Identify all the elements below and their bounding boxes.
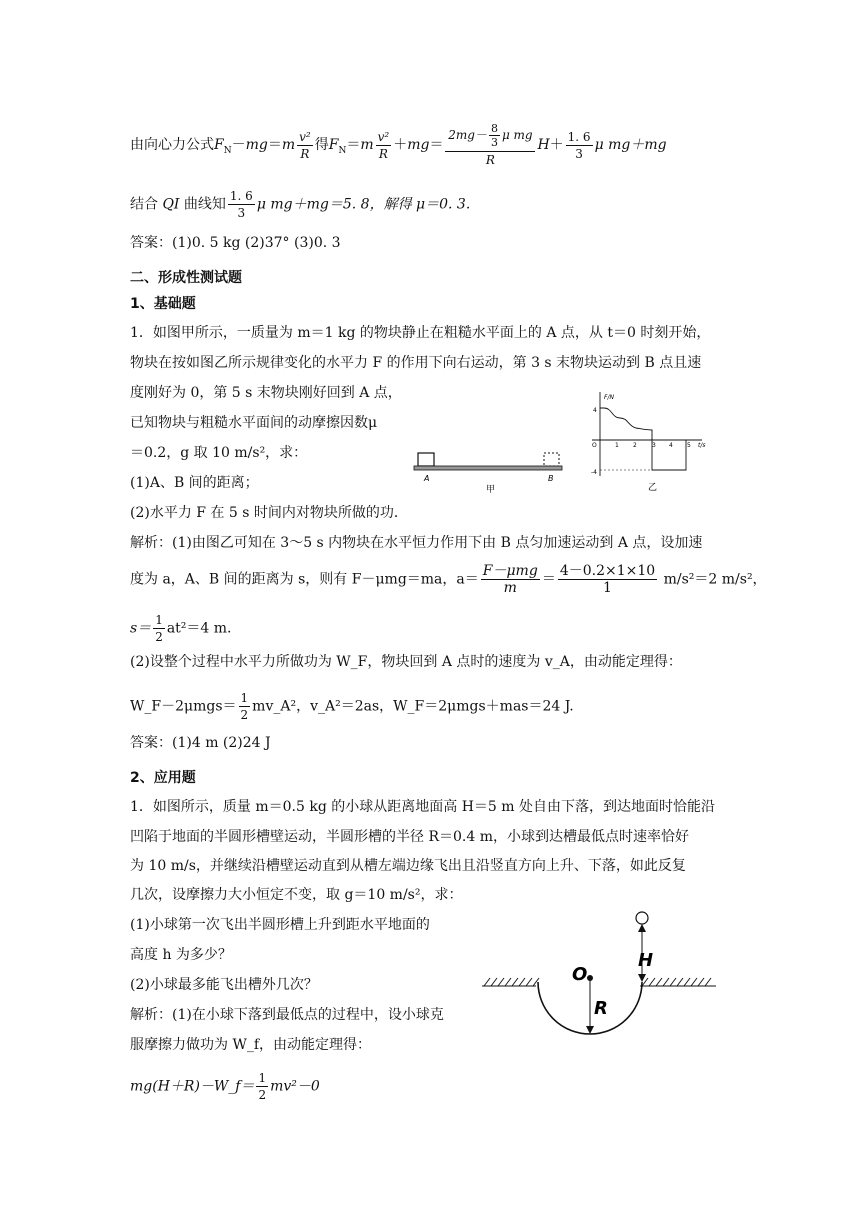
problem2-text: 为 10 m/s，并继续沿槽壁运动直到从槽左端边缘飞出且沿竖直方向上升、下落，如此反复	[130, 858, 686, 874]
sub: N	[338, 145, 347, 156]
answer1: 答案：(1)4 m (2)24 J	[130, 735, 271, 751]
problem1-text: ＝0.2，g 取 10 m/s²，求：	[130, 445, 308, 461]
fraction	[566, 129, 593, 162]
x-axis-label: t/s	[698, 442, 706, 449]
var: m	[281, 137, 296, 153]
solution1-formula: s＝ $\frac{1}{2}$ at²＝4 m.	[130, 613, 232, 644]
sub: N	[223, 145, 232, 156]
block-at-A	[418, 453, 434, 466]
subsection-heading-applied: 2、应用题	[130, 770, 196, 786]
var: QI	[162, 196, 180, 213]
text: 得	[314, 137, 329, 153]
text: 结合	[130, 196, 158, 213]
numerator: 2mg－ $\frac{8}{3}$ μ mg	[445, 122, 535, 152]
denominator: 3	[575, 146, 583, 161]
numerator: v²	[299, 129, 311, 144]
problem2-text: 几次，设摩擦力大小恒定不变，取 g＝10 m/s²，求：	[130, 887, 463, 903]
op: ＋	[393, 137, 408, 153]
denominator: R	[300, 146, 310, 161]
figure-semicircular-groove	[480, 910, 720, 1040]
x-tick-4: 4	[669, 442, 673, 449]
var: F	[214, 137, 224, 153]
x-tick-5: 5	[687, 442, 691, 449]
denominator: 3	[237, 206, 246, 220]
var: mg	[245, 137, 268, 153]
op: ＝	[267, 137, 282, 153]
var: mg	[407, 137, 430, 153]
numerator: 1. 6	[567, 129, 591, 144]
solution1-text: 解析：(1)由图乙可知在 3～5 s 内物块在水平恒力作用下由 B 点匀加速运动到 A 点，设加速	[130, 535, 703, 551]
op: －	[231, 137, 246, 153]
figure-jia	[410, 448, 570, 496]
ground-surface	[414, 466, 562, 470]
solution1-formula: 度为 a，A、B 间的距离为 s，则有 F－μmg＝ma，a＝ $\frac{\text{F－μmg}}{m}$ ＝ $\frac{4-0.2\times 1\times 10}{1}$ m/s²＝2 m/s²，	[130, 563, 767, 596]
formula-line-2	[130, 188, 470, 221]
figure-yi	[588, 390, 708, 496]
section-heading: 二、形成性测试题	[130, 270, 242, 286]
y-tick-4: 4	[593, 407, 597, 414]
text: μ mg＋mg＝5. 8，解得 μ＝0. 3.	[256, 196, 471, 213]
problem1-text: 已知物块与粗糙水平面间的动摩擦因数μ	[130, 415, 378, 431]
var: H	[537, 137, 550, 153]
problem2-text: 高度 h 为多少？	[130, 947, 232, 963]
solution1-formula: W_F－2μmgs＝ $\frac{1}{2}$ mv_A²，v_A²＝2as，W_F＝2μmgs＋mas＝24 J.	[130, 691, 574, 722]
fraction: $\frac{1}{2}$	[258, 1071, 267, 1102]
label-O: O	[572, 964, 588, 985]
problem2-text: 凹陷于地面的半圆形槽壁运动，半圆形槽的半径 R＝0.4 m，小球到达槽最低点时速率恰好	[130, 829, 689, 845]
solution2-text: 服摩擦力做功为 W_f，由动能定理得：	[130, 1037, 372, 1053]
op: ＝	[429, 137, 444, 153]
problem2-question-2: (2)小球最多能飞出槽外几次？	[130, 977, 318, 993]
problem1-text: 度刚好为 0，第 5 s 末物块刚好回到 A 点，	[130, 385, 402, 401]
problem1-text: 物块在按如图乙所示规律变化的水平力 F 的作用下向右运动，第 3 s 末物块运动到 B 点且速	[130, 355, 702, 371]
problem1-text: 1．如图甲所示，一质量为 m＝1 kg 的物块静止在粗糙水平面上的 A 点，从 t＝0 时刻开始，	[130, 325, 711, 341]
text: 由向心力公式	[130, 137, 214, 153]
answer-line-prev: 答案：(1)0. 5 kg (2)37° (3)0. 3	[130, 235, 341, 251]
ball	[636, 912, 648, 924]
op: ＝	[346, 137, 361, 153]
inner-fraction: $\frac{8}{3}$	[490, 122, 498, 149]
x-tick-1: 1	[615, 442, 619, 449]
problem1-question-1: (1)A、B 间的距离；	[130, 475, 259, 491]
var: F	[328, 137, 339, 153]
fraction: $\frac{1}{2}$	[240, 691, 249, 722]
y-axis-label: F/N	[604, 394, 614, 401]
fraction	[228, 188, 255, 221]
label-B: B	[548, 474, 554, 483]
caption-yi: 乙	[648, 483, 658, 493]
solution2-text: 解析：(1)在小球下落到最低点的过程中，设小球克	[130, 1007, 444, 1023]
formula-line-1	[130, 122, 667, 168]
label-H: H	[638, 950, 654, 971]
radius-arrowhead	[586, 1026, 594, 1034]
origin-label: O	[592, 442, 597, 449]
numerator: 1. 6	[229, 189, 253, 203]
fraction	[376, 129, 392, 162]
block-at-B-dashed	[544, 453, 559, 466]
text: μ mg＋mg	[594, 137, 667, 153]
denominator: R	[485, 153, 495, 167]
label-R: R	[594, 998, 608, 1019]
height-arrow-down	[638, 974, 646, 982]
solution2-formula: mg(H＋R)－W_f＝ $\frac{1}{2}$ mv²－0	[130, 1071, 320, 1102]
problem1-question-2: (2)水平力 F 在 5 s 时间内对物块所做的功．	[130, 505, 408, 521]
fraction: $\frac{4-0.2\times 1\times 10}{1}$	[559, 563, 656, 596]
solution1-text: (2)设整个过程中水平力所做功为 W_F，物块回到 A 点时的速度为 v_A，由动能定理得：	[130, 654, 682, 670]
problem2-question-1: (1)小球第一次飞出半圆形槽上升到距水平地面的	[130, 917, 430, 933]
numerator: v²	[377, 129, 390, 144]
problem2-text: 1．如图所示，质量 m＝0.5 kg 的小球从距离地面高 H＝5 m 处自由下落，到达地面时恰能沿	[130, 799, 715, 815]
y-tick-neg4: -4	[591, 469, 597, 476]
label-A: A	[424, 474, 430, 483]
big-fraction	[445, 122, 535, 168]
height-arrow-up	[638, 924, 646, 932]
fraction	[297, 129, 313, 162]
ground-hatching-left	[484, 978, 539, 986]
fraction: $\frac{1}{2}$	[155, 613, 163, 644]
subsection-heading-basic: 1、基础题	[130, 296, 196, 312]
x-tick-3: 3	[652, 442, 656, 449]
ground-hatching-right	[642, 978, 711, 986]
op: ＋	[549, 137, 564, 153]
text: 曲线知	[183, 196, 226, 213]
var: m	[360, 137, 374, 153]
x-tick-2: 2	[633, 442, 637, 449]
caption-jia: 甲	[486, 485, 496, 495]
fraction: $\frac{\text{F－μmg}}{m}$	[482, 563, 538, 596]
denominator: R	[378, 146, 388, 161]
force-curve	[600, 408, 686, 470]
